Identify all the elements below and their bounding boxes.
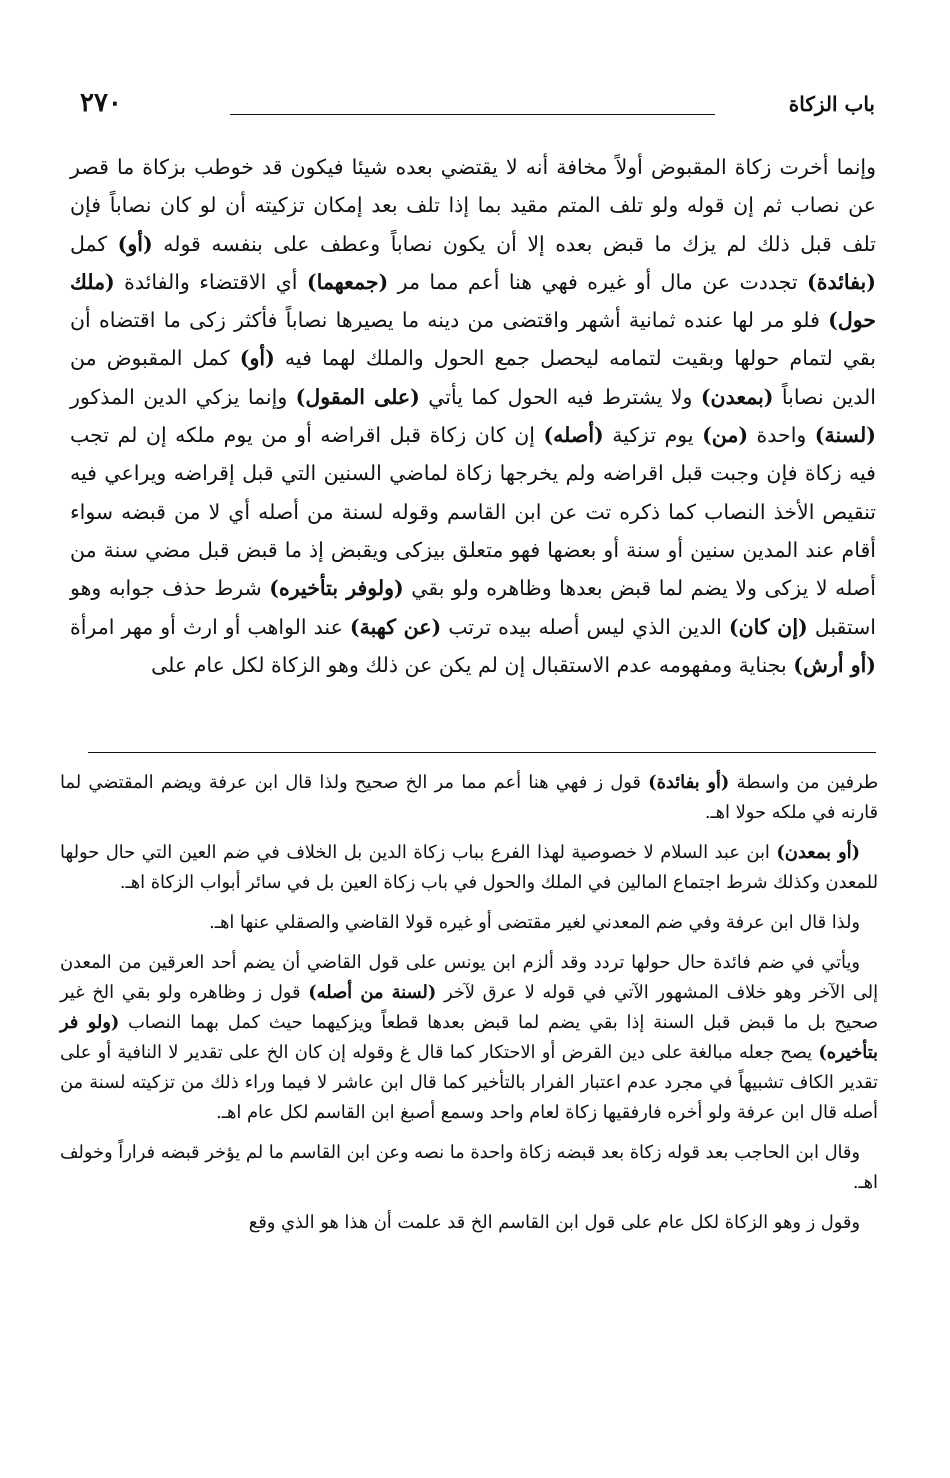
footnote-paragraph xyxy=(60,1208,878,1238)
text-run: وقال ابن الحاجب بعد قوله زكاة بعد قبضه زكاة واحدة ما نصه وعن ابن القاسم ما لم يؤخر قبضه فراراً وخولف اهـ. xyxy=(60,1142,878,1193)
footnote-paragraph xyxy=(60,908,878,938)
page-number: ٢٧٠ xyxy=(80,88,122,118)
footnote-paragraph xyxy=(60,1138,878,1198)
footnote-separator xyxy=(88,752,876,753)
text-run: ولا يشترط فيه الحول كما يأتي xyxy=(428,384,693,409)
text-run: وقول ز وهو الزكاة لكل عام على قول ابن القاسم الخ قد علمت أن هذا هو الذي وقع xyxy=(248,1212,860,1233)
main-text xyxy=(70,148,876,684)
bold-term: (أو) xyxy=(239,346,275,371)
text-run: كمل المقبوض من الدين نصاباً xyxy=(70,346,876,409)
bold-term: (أو بمعدن) xyxy=(776,842,860,863)
text-run: الدين الذي ليس أصله بيده ترتب xyxy=(448,614,722,639)
text-run: وإنما أخرت زكاة المقبوض أولاً مخافة أنه لا يقتضي بعده شيئا فيكون قد خوطب بزكاة ما قصر عن نصاب ثم إن قوله ولو تلف المتم مقيد بما إذا تلف بعد إمكان تزكيته أن لو كان نصاباً فإن تلف قبل ذلك لم يزك ما قبض بعده إلا أن يكون نصاباً وعطف على بنفسه قوله xyxy=(70,155,876,256)
text-run: يوم تزكية xyxy=(612,423,694,448)
text-run: كمل xyxy=(70,231,108,256)
bold-term: (لسنة) xyxy=(814,423,876,448)
bold-term: (بمعدن) xyxy=(700,384,774,409)
bold-term: (أو) xyxy=(117,231,153,256)
bold-term: (لسنة من أصله) xyxy=(308,982,437,1003)
text-run: قول ز وظاهره ولو بقي الخ غير صحيح بل ما قبض قبل السنة إذا بقي يضم لما قبض بعدها قطعاً ويزكيهما حيث كمل بهما النصاب xyxy=(60,982,878,1033)
bold-term: (عن كهبة) xyxy=(349,614,442,639)
text-run: أي الاقتضاء والفائدة xyxy=(124,269,298,294)
text-run: فلو مر لها عنده ثمانية أشهر واقتضى من دينه ما يصيرها نصاباً فأكثر زكى ما اقتضاه أن بقي لتمام حولها وبقيت لتمامه ليحصل جمع الحول والملك لهما فيه xyxy=(70,308,876,371)
bold-term: (أو بفائدة) xyxy=(648,772,730,793)
bold-term: (ملك حول) xyxy=(70,269,876,333)
text-run: قول ز فهي هنا أعم مما مر الخ صحيح ولذا قال ابن عرفة ويضم المقتضي لما قارنه في ملكه حولا اهـ. xyxy=(60,772,878,823)
text-run: ولذا قال ابن عرفة وفي ضم المعدني لغير مقتضى أو غيره قولا القاضي والصقلي عنها اهـ. xyxy=(209,912,860,933)
text-run: إن كان زكاة قبل اقراضه أو من يوم ملكه إن لم تجب فيه زكاة فإن وجبت قبل اقراضه ولم يخرجها زكاة لماضي السنين التي قبل إقراضه ويراعي فيه تنقيص الأخذ النصاب كما ذكره تت عن ابن القاسم وقوله لسنة من أصله أي لا من قبضه سواء أقام عند المدين سنين أو سنة أو بعضها فهو متعلق بيزكى ويقبض إذ ما قبض قبل مضي سنة من أصله لا يزكى ولا يضم لما قبض بعدها وظاهره ولو بقي xyxy=(70,423,876,601)
text-run: عند الواهب أو ارث أو مهر امرأة xyxy=(70,614,343,639)
text-run: ابن عبد السلام لا خصوصية لهذا الفرع بباب زكاة الدين بل الخلاف في ضم العين التي حال حولها للمعدن وكذلك شرط اجتماع المالين في الملك والحول في باب زكاة العين بل في سائر أبواب الزكاة اهـ. xyxy=(60,842,878,893)
text-run: يصح جعله مبالغة على دين القرض أو الاحتكار كما قال غ وقوله إن كان الخ على تقدير لا النافية أو على تقدير الكاف تشبيهاً في مجرد عدم اعتبار الفرار بالتأخير كما قال ابن عاشر لا فيما وراء ذلك من تزكيته لسنة من أصله قال ابن عرفة ولو أخره فارفقيها زكاة لعام واحد وسمع أصبغ ابن القاسم لكل عام اهـ. xyxy=(60,1042,878,1123)
text-run: ويأتي في ضم فائدة حال حولها تردد وقد ألزم ابن يونس على قول القاضي أن يضم أحد العرقين من المعدن إلى الآخر وهو خلاف المشهور الآتي في قوله لا عرق لآخر xyxy=(60,952,879,1003)
text-run: بجناية ومفهومه عدم الاستقبال إن لم يكن عن ذلك وهو الزكاة لكل عام على xyxy=(151,652,787,677)
bold-term: (ولوفر بتأخيره) xyxy=(269,576,404,601)
footnote-paragraph xyxy=(60,768,878,828)
bold-term: (إن كان) xyxy=(728,614,808,639)
bold-term: (على المقول) xyxy=(295,384,420,409)
bold-term: (من) xyxy=(702,423,749,448)
bold-term: (ولو فر بتأخيره) xyxy=(60,1012,879,1063)
text-run: شرط حذف جوابه وهو استقبل xyxy=(70,576,876,639)
footnote-paragraph xyxy=(60,948,878,1128)
text-run: تجددت عن مال أو غيره فهي هنا أعم مما مر xyxy=(397,269,798,294)
bold-term: (جمعهما) xyxy=(306,269,389,294)
chapter-title: باب الزكاة xyxy=(788,92,875,116)
bold-term: (أو أرش) xyxy=(793,652,876,677)
header-rule xyxy=(230,114,715,115)
running-header xyxy=(80,88,875,136)
bold-term: (أصله) xyxy=(543,423,604,448)
main-paragraph xyxy=(70,148,876,684)
bold-term: (بفائدة) xyxy=(807,269,876,294)
text-run: وإنما يزكي الدين المذكور xyxy=(70,384,288,409)
footnotes xyxy=(60,768,878,1248)
text-run: طرفين من واسطة xyxy=(736,772,878,793)
footnote-paragraph xyxy=(60,838,878,898)
text-run: واحدة xyxy=(756,423,807,448)
